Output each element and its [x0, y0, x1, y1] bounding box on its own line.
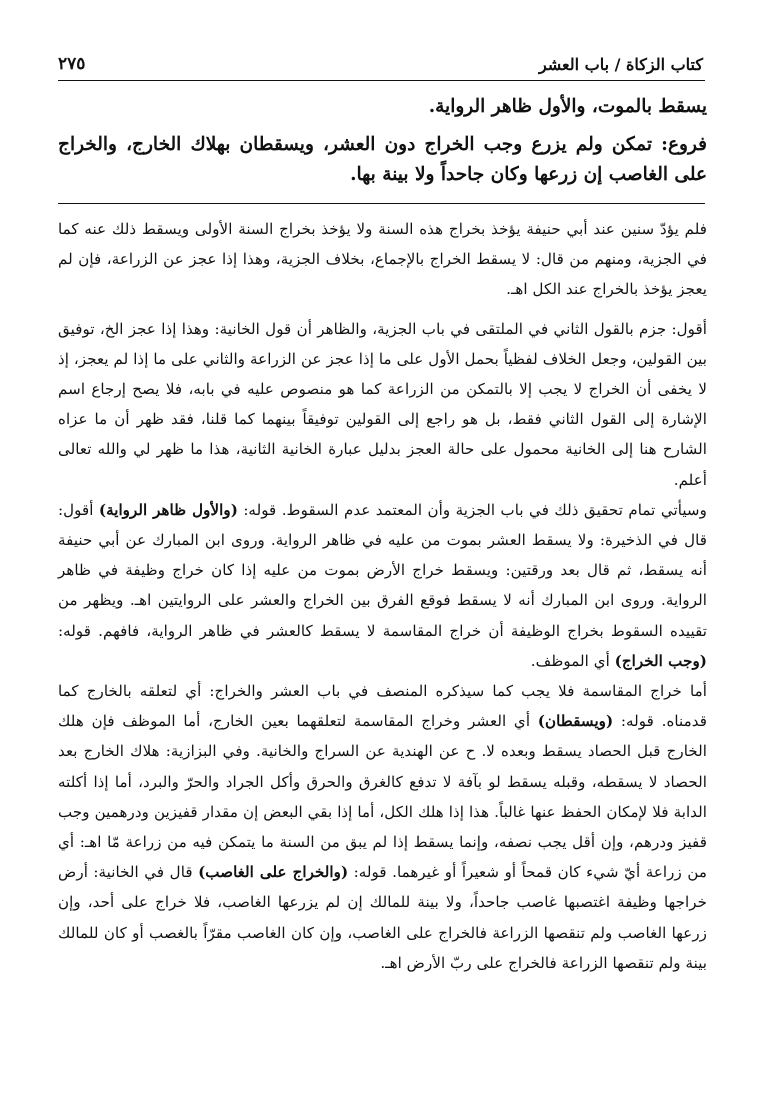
main-text-line: يسقط بالموت، والأول ظاهر الرواية. [428, 96, 707, 117]
commentary-text: أما خراج المقاسمة فلا يجب كما سيذكره المنصف في باب العشر والخراج: أي لتعلقه بالخارج كما قدمناه. قوله: [58, 682, 708, 731]
commentary-text: أي العشر وخراج المقاسمة لتعلقهما بعين الخارج، أما الموظف فإن هلك الخارج قبل الحصاد يسقط وبعده لا. ح عن الهندية عن السراج والخانية. وفي البزازية: هلاك الخارج بعد الحصاد لا يسقطه، وقبله يسقط لو بآفة لا تدفع كالغرق والحرق وأكل الجراد والحرّ والبرد، أما إذا أكلته الدابة فلا لإمكان الحفظ عنها غالباً. هذا إذا هلك الكل، أما إذا بقي البعض إن مقدار قفيزين ودرهمين وجب قفيز ودرهم، وإن أقل يجب نصفه، وإنما يسقط إذا لم يبق من السنة ما يتمكن فيه من زراعة مّا اهـ: أي من زراعة أيّ شيء كان قمحاً أو شعيراً أو غيرهما. قوله: [58, 712, 708, 882]
page-number: ٢٧٥ [58, 54, 86, 74]
page-header [58, 54, 703, 78]
commentary-text: وسيأتي تمام تحقيق ذلك في باب الجزية وأن المعتمد عدم السقوط. قوله: [243, 500, 707, 519]
commentary-text: أقول: قال في الذخيرة: ولا يسقط العشر بموت من عليه في ظاهر الرواية. وروى ابن المبارك عن أبي حنيفة أنه يسقط، ثم قال بعد ورقتين: ويسقط خراج الأرض بموت من عليه إذا كان خراج وظيفة في ظاهر الرواية. وروى ابن المبارك أنه لا يسقط فوقع الفرق بين الخراج والعشر على الروايتين اهـ. ويظهر من تقييده السقوط بخراج الوظيفة أن خراج المقاسمة لا يسقط كالعشر في ظاهر الرواية، فافهم. قوله: [58, 500, 707, 640]
main-text-block [58, 92, 707, 190]
furu-paragraph [58, 130, 707, 190]
commentary-text: قال في الخانية: أرض خراجها وظيفة اغتصبها غاصب جاحداً، ولا بينة للمالك إن لم يزرعها الغاصب، فلا خراج على أحد، وإن زرعها الغاصب ولم تنقصها الزراعة فالخراج على الغاصب، وإن كان الغاصب مقرّاً بالغصب أو كان للمالك بينة ولم تنقصها الزراعة فالخراج على ربّ الأرض اهـ. [58, 863, 707, 972]
running-title: كتاب الزكاة / باب العشر [538, 55, 703, 74]
quoted-phrase: (والخراج على الغاصب) [198, 863, 349, 882]
quoted-phrase: (والأول ظاهر الرواية) [98, 500, 238, 519]
quoted-phrase: (وجب الخراج) [614, 651, 707, 670]
furu-heading: فروع: [661, 134, 707, 155]
section-divider [58, 203, 705, 204]
commentary-paragraph-1: فلم يؤدّ سنين عند أبي حنيفة يؤخذ بخراج هذه السنة ولا يؤخذ بخراج السنة الأولى ويسقط ذلك عنه كما في الجزية، ومنهم من قال: لا يسقط الخراج بالإجماع، بخلاف الجزية، وهذا إذا عجز عن الزراعة، فإن لم يعجز يؤخذ بالخراج عند الكل اهـ. [58, 220, 707, 299]
header-rule [58, 80, 705, 81]
commentary-paragraph-4 [58, 676, 707, 978]
commentary-paragraph-3 [58, 495, 707, 676]
quoted-phrase: (ويسقطان) [537, 712, 614, 731]
furu-body: تمكن ولم يزرع وجب الخراج دون العشر، ويسقطان بهلاك الخارج، والخراج على الغاصب إن زرعها وكان جاحداً ولا بينة بها. [58, 134, 707, 185]
commentary-block [58, 214, 707, 978]
commentary-paragraph-2: أقول: جزم بالقول الثاني في الملتقى في باب الجزية، والظاهر أن قول الخانية: وهذا إذا عجز الخ، توفيق بين القولين، وجعل الخلاف لفظياً بحمل الأول على ما إذا عجز عن الزراعة والثاني على ما إذا لم يعجز، إذ لا يخفى أن الخراج لا يجب إلا بالتمكن من الزراعة كما هو منصوص عليه في بابه، فلا يصح إرجاع اسم الإشارة إلى القول الثاني فقط، بل هو راجع إلى القولين توفيقاً بينهما كما قلنا، فقد ظهر أن ما عزاه الشارح هنا إلى الخانية محمول على حالة العجز بدليل عبارة الخانية الثانية، هذا ما ظهر لي والله تعالى أعلم. [58, 319, 707, 489]
commentary-text: أي الموظف. [530, 651, 610, 670]
